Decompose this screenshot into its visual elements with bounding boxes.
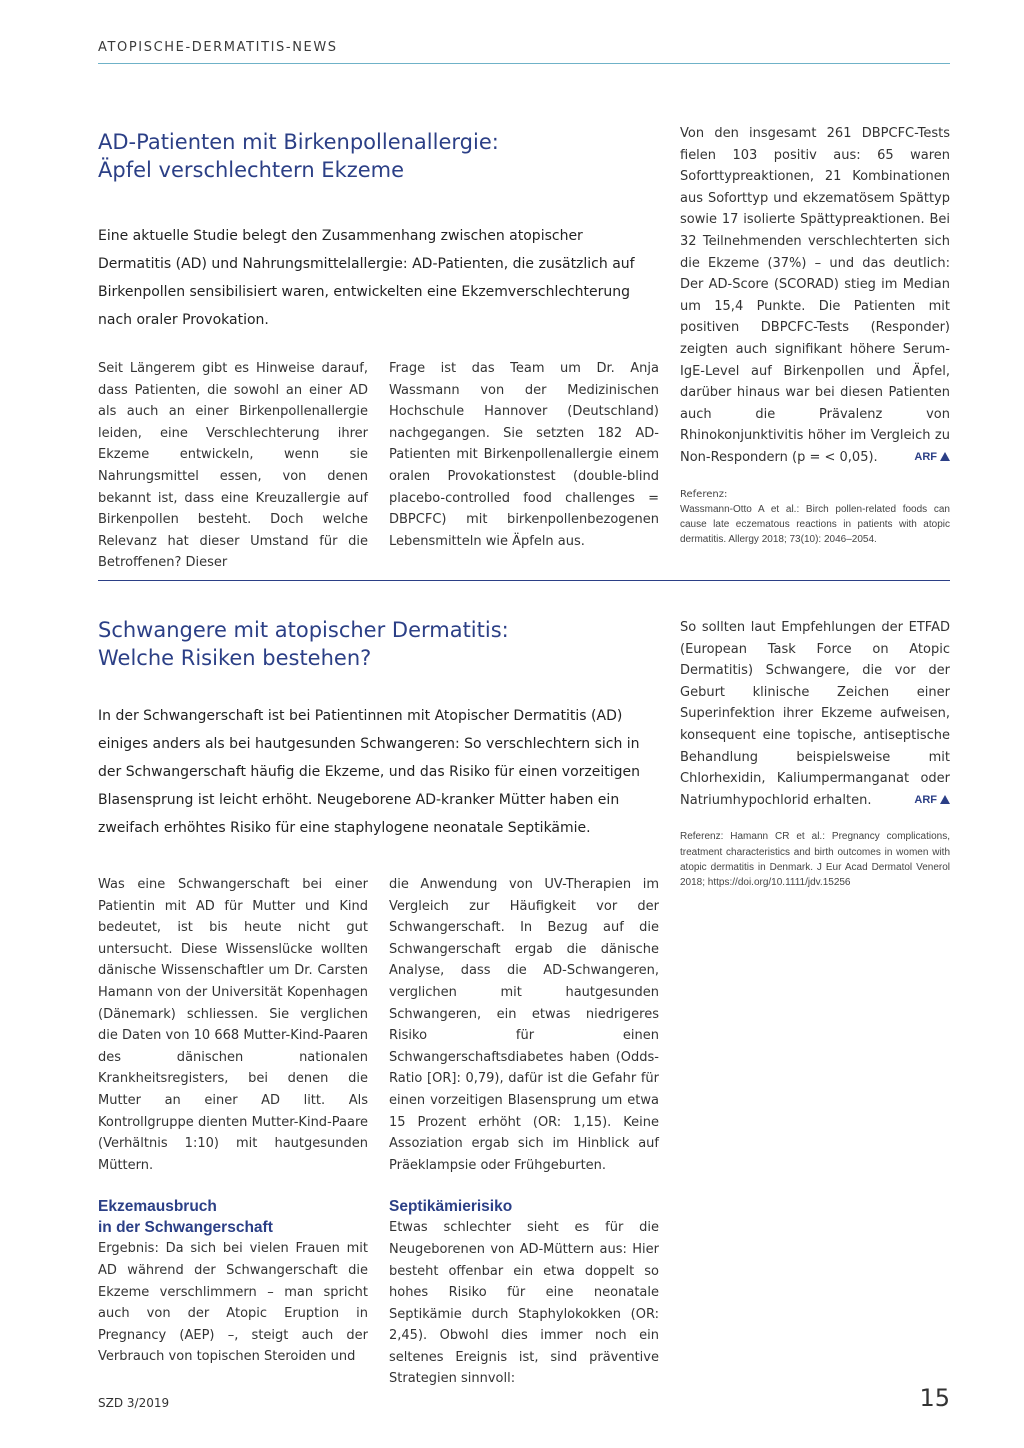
article2-author-initials: ARF: [914, 793, 937, 806]
page-number: 15: [919, 1384, 950, 1412]
header-rule: [98, 63, 950, 64]
article1-column2: Frage ist das Team um Dr. Anja Wassmann von der Medizinischen Hochschule Hannover (Deutschland) nachgegangen. Sie setzten 182 AD-Patienten mit Birkenpollenallergie einem oralen Provokationstest (double-blind placebo-controlled food challenges = DBPCFC) mit birkenpollenbezogenen Lebensmitteln wie Äpfeln aus.: [389, 361, 659, 549]
article1-title-line2: Äpfel verschlechtern Ekzeme: [98, 158, 405, 182]
article2-column1-continued: Ergebnis: Da sich bei vielen Frauen mit AD während der Schwangerschaft die Ekzeme verschlimmern – man spricht auch von der Atopic Eruption in Pregnancy (AEP) –, steigt auch der Verbrauch von topischen Steroiden und: [98, 1241, 368, 1365]
article2-column2: [389, 874, 659, 1390]
article2-subheading1-line2: in der Schwangerschaft: [98, 1219, 273, 1237]
article2-reference: Referenz: Hamann CR et al.: Pregnancy complications, treatment characteristics and birth outcomes in women with atopic dermatitis in Denmark. J Eur Acad Dermatol Venerol 2018; https://doi.org/10.1111/jdv.15256: [680, 831, 950, 889]
article1-title-line1: AD-Patienten mit Birkenpollenallergie:: [98, 130, 499, 154]
article2-column2-continued: Etwas schlechter sieht es für die Neugeborenen von AD-Müttern aus: Hier besteht offenbar ein etwa doppelt so hohes Risiko für eine neonatale Septikämie durch Staphylokokken (OR: 2,45). Obwohl dies immer noch ein seltenes Ereignis ist, sind präventive Strategien sinnvoll:: [389, 1220, 659, 1387]
article2-column3-text: [680, 617, 950, 811]
triangle-up-icon: [940, 795, 950, 804]
article2-column1-text: Was eine Schwangerschaft bei einer Patientin mit AD für Mutter und Kind bedeutet, ist bis heute nicht gut untersucht. Diese Wissenslücke wollten dänische Wissenschaftler um Dr. Carsten Hamann von der Universität Kopenhagen (Dänemark) schliessen. Sie verglichen die Daten von 10 668 Mutter-Kind-Paaren des dänischen nationalen Krankheitsregisters, bei denen die Mutter an einer AD litt. Als Kontrollgruppe dienten Mutter-Kind-Paare (Verhältnis 1:10) mit hautgesunden Müttern.: [98, 877, 368, 1173]
article1-author-initials: ARF: [914, 450, 937, 463]
article1-column3-text: [680, 123, 950, 469]
article1-column3: [680, 123, 950, 547]
article2-column3-span: So sollten laut Empfehlungen der ETFAD (European Task Force on Atopic Dermatitis) Schwangere, die vor der Geburt klinische Zeichen einer Superinfektion ihrer Ekzeme aufweisen, konsequent eine topische, antiseptische Behandlung beispielsweise mit Chlorhexidin, Kaliumpermanganat oder Natriumhypochlorid erhalten.: [680, 620, 950, 808]
article2-subheading1-line1: Ekzemausbruch: [98, 1198, 217, 1216]
triangle-up-icon: [940, 452, 950, 461]
article-separator: [98, 580, 950, 581]
article1-author: [914, 447, 950, 469]
running-header: ATOPISCHE-DERMATITIS-NEWS: [98, 40, 338, 55]
article1-column1: Seit Längerem gibt es Hinweise darauf, dass Patienten, die sowohl an einer AD als auch an einer Birkenpollenallergie leiden, eine Verschlechterung ihrer Ekzeme entwickeln, wenn sie Nahrungsmittel essen, von denen bekannt ist, dass eine Kreuzallergie auf Birkenpollen besteht. Doch welche Relevanz hat dieser Umstand für die Betroffenen? Dieser: [98, 361, 368, 571]
article2-lead: In der Schwangerschaft ist bei Patientinnen mit Atopischer Dermatitis (AD) einiges anders als bei hautgesunden Schwangeren: So verschlechtern sich in der Schwangerschaft häufig die Ekzeme, und das Risiko für einen vorzeitigen Blasensprung ist leicht erhöht. Neugeborene AD-kranker Mütter haben ein zweifach erhöhtes Risiko für eine staphylogene neonatale Septikämie.: [98, 708, 641, 836]
article1-lead: Eine aktuelle Studie belegt den Zusammenhang zwischen atopischer Dermatitis (AD) und Nahrungsmittelallergie: AD-Patienten, die zusätzlich auf Birkenpollen sensibilisiert waren, entwickelten eine Ekzemverschlechterung nach oraler Provokation.: [98, 228, 635, 328]
article2-title-line2: Welche Risiken bestehen?: [98, 646, 372, 670]
article1-ref-label: Referenz:: [680, 488, 728, 500]
article2-column3: [680, 617, 950, 891]
article1-title: [98, 128, 638, 184]
article2-subheading2: Septikämierisiko: [389, 1198, 513, 1216]
article1-reference: Wassmann-Otto A et al.: Birch pollen-related foods can cause late eczematous reactions in patients with atopic dermatitis. Allergy 2018; 73(10): 2046–2054.: [680, 503, 950, 546]
article2-title-line1: Schwangere mit atopischer Dermatitis:: [98, 618, 509, 642]
article1-column3-span: Von den insgesamt 261 DBPCFC-Tests fielen 103 positiv aus: 65 waren Soforttypreaktionen, 21 Kombinationen aus Soforttyp und ekzematösem Spättyp sowie 17 isolierte Spättypreaktionen. Bei 32 Teilnehmenden verschlechterten sich die Ekzeme (37%) – und das deutlich: Der AD-Score (SCORAD) stieg im Median um 15,4 Punkte. Die Patienten mit positiven DBPCFC-Tests (Responder) zeigten auch signifikant höhere Serum-IgE-Level auf Birkenpollen und Äpfel, darüber hinaus war bei diesen Patienten auch die Prävalenz von Rhinokonjunktivitis höher im Vergleich zu Non-Respondern (p = < 0,05).: [680, 126, 950, 465]
issue-label: SZD 3/2019: [98, 1396, 170, 1410]
article2-author: [914, 790, 950, 812]
article2-column1: [98, 874, 368, 1368]
article2-title: [98, 616, 638, 672]
article2-column2-text: die Anwendung von UV-Therapien im Vergleich zur Häufigkeit vor der Schwangerschaft. In Bezug auf die Schwangerschaft ergab die dänische Analyse, dass die AD-Schwangeren, verglichen mit hautgesunden Schwangeren, ein etwas niedrigeres Risiko für einen Schwangerschaftsdiabetes haben (Odds-Ratio [OR]: 0,79), dafür ist die Gefahr für einen vorzeitigen Blasensprung um etwa 15 Prozent erhöht (OR: 1,15). Keine Assoziation ergab sich im Hinblick auf Präeklampsie oder Frühgeburten.: [389, 877, 659, 1173]
